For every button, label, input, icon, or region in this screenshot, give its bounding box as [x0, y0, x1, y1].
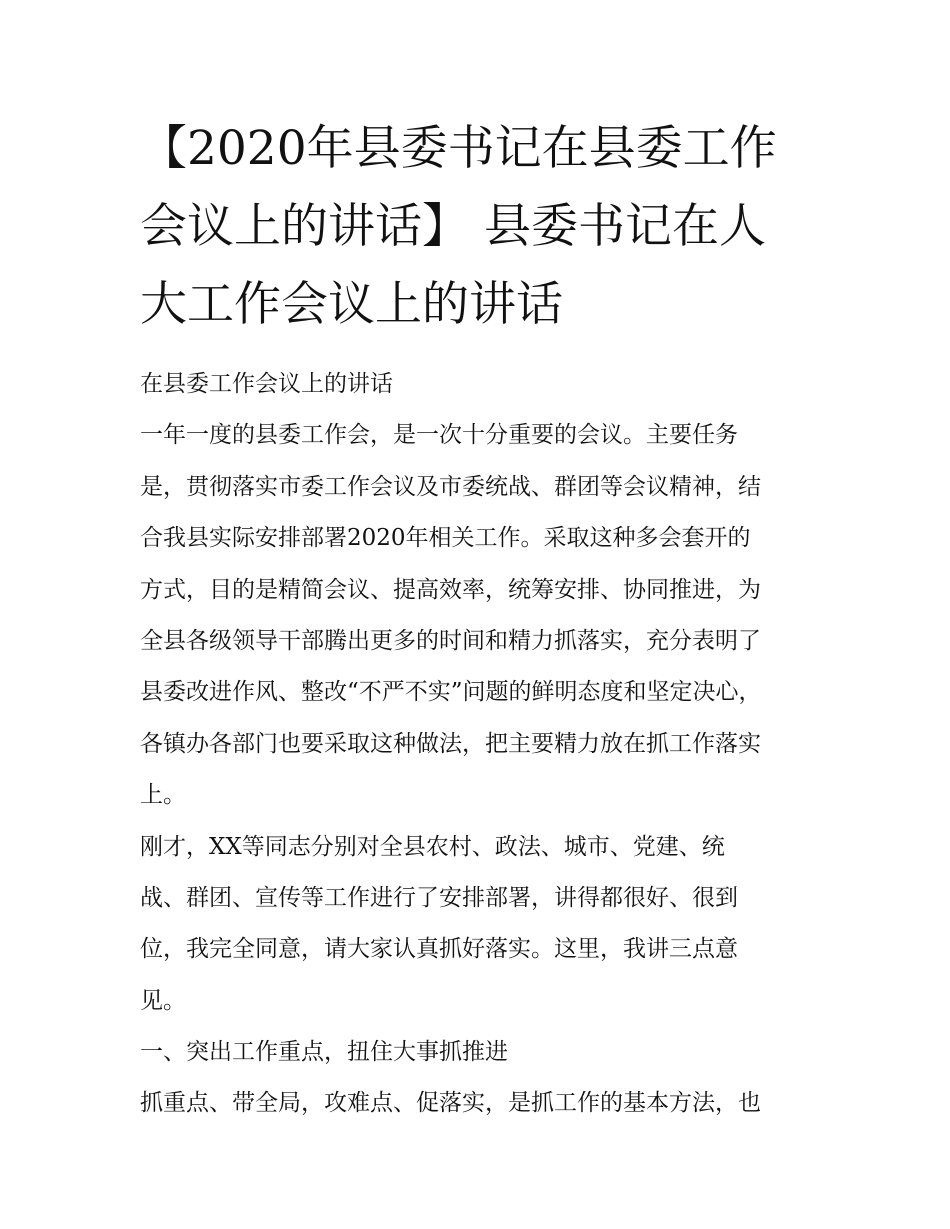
body-line: 一年一度的县委工作会，是一次十分重要的会议。主要任务: [140, 422, 738, 449]
body-line: 是，贯彻落实市委工作会议及市委统战、群团等会议精神，结: [140, 473, 761, 500]
body-line: 合我县实际安排部署2020年相关工作。采取这种多会套开的: [140, 525, 751, 552]
body-line: 见。: [140, 987, 186, 1014]
body-line: 全县各级领导干部腾出更多的时间和精力抓落实，充分表明了: [140, 627, 761, 654]
title-line: 【2020年县委书记在县委工作: [140, 121, 777, 176]
title-line: 大工作会议上的讲话: [140, 277, 563, 332]
body-line: 各镇办各部门也要采取这种做法，把主要精力放在抓工作落实: [140, 730, 761, 757]
body-line: 位，我完全同意，请大家认真抓好落实。这里，我讲三点意: [140, 936, 738, 963]
body-line: 县委改进作风、整改“不严不实”问题的鲜明态度和坚定决心，: [140, 679, 762, 706]
title-line: 会议上的讲话】 县委书记在人: [140, 199, 766, 254]
body-line: 刚才，XX等同志分别对全县农村、政法、城市、党建、统: [140, 833, 725, 860]
section-heading: 一、突出工作重点，扭住大事抓推进: [140, 1039, 508, 1066]
document-title: [140, 110, 820, 344]
body-line: 上。: [140, 782, 186, 809]
body-line: 战、群团、宣传等工作进行了安排部署，讲得都很好、很到: [140, 884, 738, 911]
document-body: [140, 359, 830, 1130]
body-line: 抓重点、带全局，攻难点、促落实，是抓工作的基本方法，也: [140, 1090, 761, 1117]
speech-subtitle: 在县委工作会议上的讲话: [140, 371, 393, 397]
body-line: 方式，目的是精简会议、提高效率，统筹安排、协同推进，为: [140, 576, 761, 603]
